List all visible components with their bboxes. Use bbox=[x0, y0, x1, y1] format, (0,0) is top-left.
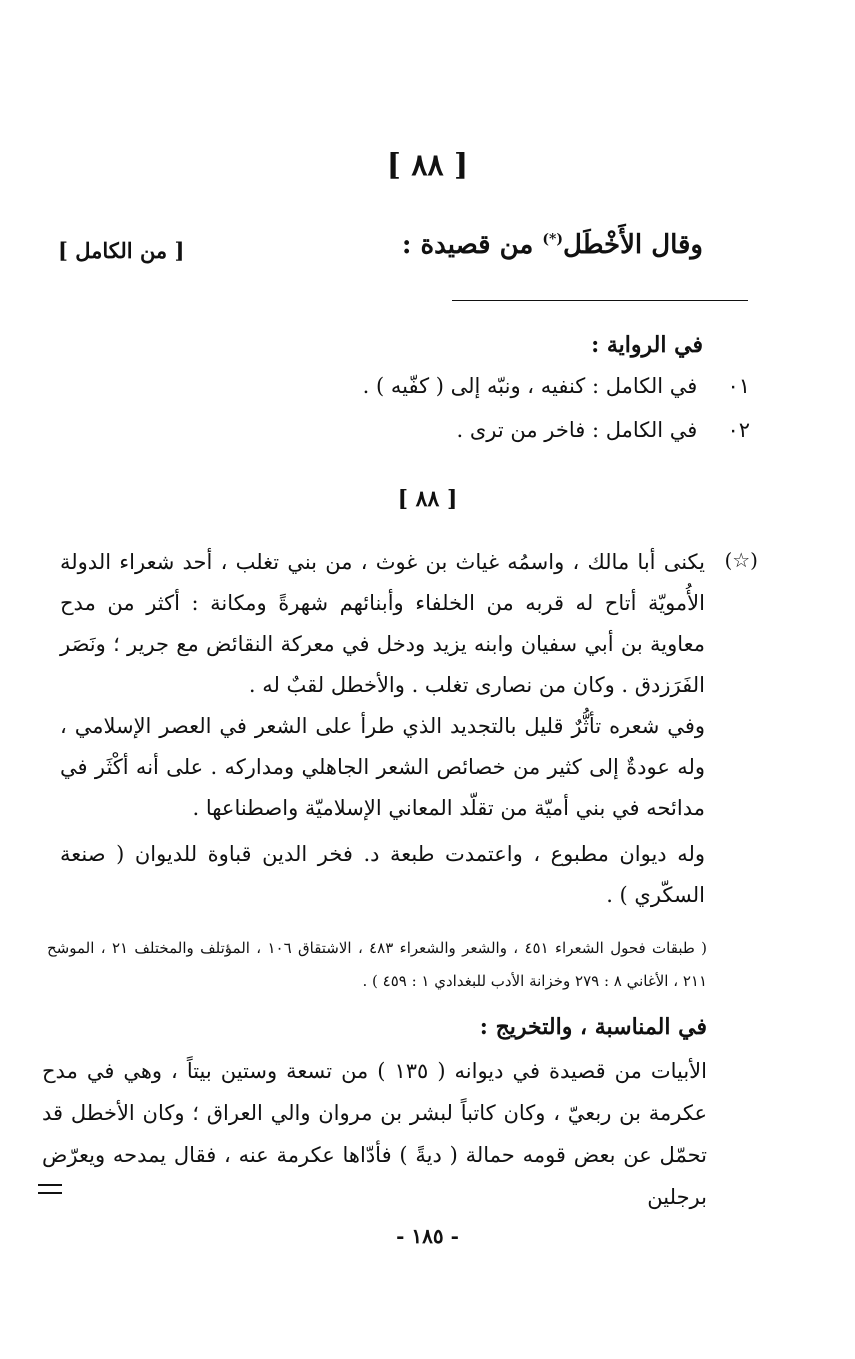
page-number: - ١٨٥ - bbox=[396, 1224, 459, 1248]
heading-footnote-marker: (*) bbox=[542, 231, 563, 248]
riwaya-item bbox=[363, 374, 750, 398]
riwaya-item-text: في الكامل : فاخر من ترى . bbox=[456, 418, 698, 442]
note-paragraph: وفي شعره تأثُّرٌ قليل بالتجديد الذي طرأ على الشعر في العصر الإسلامي ، وله عودةٌ إلى كثير من خصائص الشعر الجاهلي ومداركه . على أنه أكْثَر في مدائحه في بني أميّة من تقلّد المعاني الإسلاميّة واصطناعها . bbox=[60, 714, 705, 820]
occasion-text: الأبيات من قصيدة في ديوانه ( ١٣٥ ) من تسعة وستين بيتاً ، وهي في مدح عكرمة بن ربعيّ ، وكان كاتباً لبشر بن مروان والي العراق ؛ وكان الأخطل قد تحمّل عن بعض قومه حمالة ( ديةً ) فأدّاها عكرمة عنه ، فقال يمدحه ويعرّض برجلين bbox=[42, 1059, 707, 1209]
riwaya-title: في الرواية : bbox=[591, 332, 703, 358]
riwaya-item-number: ٠١ bbox=[727, 374, 750, 398]
heading-text-after: من قصيدة : bbox=[401, 230, 534, 260]
note-star-marker: (☆) bbox=[724, 548, 758, 572]
riwaya-item-number: ٠٢ bbox=[727, 418, 750, 442]
riwaya-item bbox=[456, 418, 750, 442]
note-paragraph: وله ديوان مطبوع ، واعتمدت طبعة د. فخر الدين قباوة للديوان ( صنعة السكّري ) . bbox=[60, 842, 705, 907]
poem-heading bbox=[402, 230, 703, 260]
occasion-title: في المناسبة ، والتخريج : bbox=[479, 1014, 707, 1040]
section-divider bbox=[452, 300, 748, 301]
continuation-mark bbox=[38, 1184, 62, 1194]
note-paragraph: يكنى أبا مالك ، واسمُه غياث بن غوث ، من بني تغلب ، أحد شعراء الدولة الأُمويّة أتاح له قربه من الخلفاء وأبنائهم شهرةً ومكانة : أكثر من مدح معاوية بن أبي سفيان وابنه يزيد ودخل في معركة النقائض مع جرير ؛ ونَصَر الفَرَزدق . وكان من نصارى تغلب . والأخطل لقبٌ له . bbox=[60, 550, 705, 697]
riwaya-item-text: في الكامل : كنفيه ، ونبّه إلى ( كفّيه ) . bbox=[362, 374, 698, 398]
heading-text: وقال الأَخْطَل bbox=[563, 230, 703, 260]
poem-number: [ ٨٨ ] bbox=[386, 148, 469, 183]
note-number: [ ٨٨ ] bbox=[397, 486, 458, 512]
poem-meter: [ من الكامل ] bbox=[58, 238, 185, 263]
note-references: ( طبقات فحول الشعراء ٤٥١ ، والشعر والشعراء ٤٨٣ ، الاشتقاق ١٠٦ ، المؤتلف والمختلف ٢١ ، الموشح ٢١١ ، الأغاني ٨ : ٢٧٩ وخزانة الأدب للبغدادي ١ : ٤٥٩ ) . bbox=[47, 939, 707, 990]
